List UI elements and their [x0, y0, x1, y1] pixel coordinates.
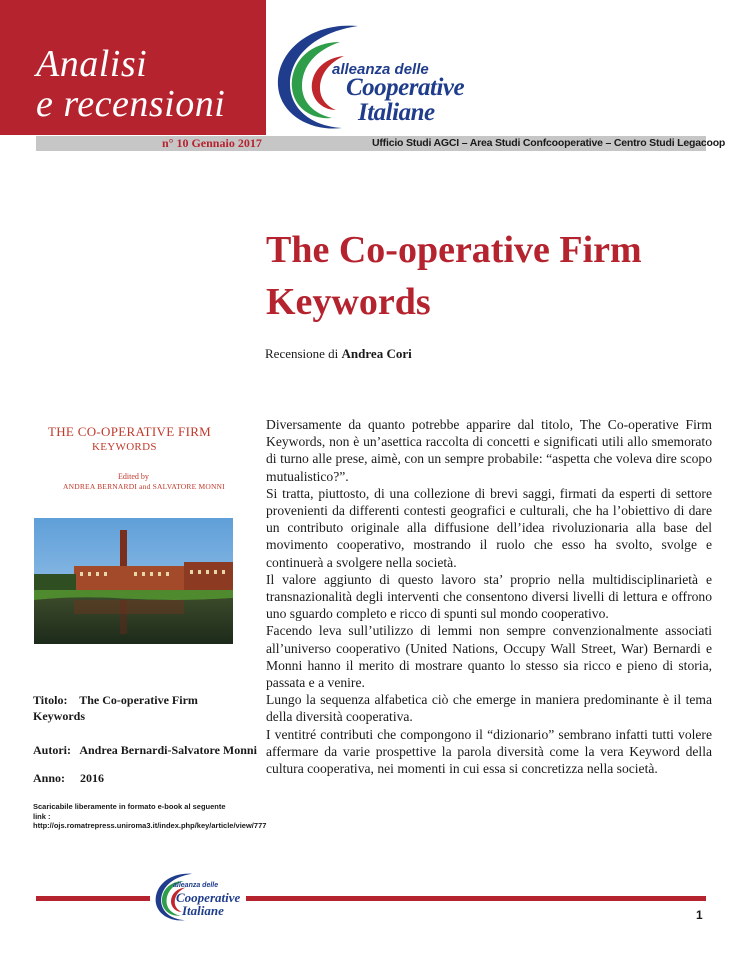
footer-logo-italiane: Italiane — [182, 903, 224, 918]
research-units: Ufficio Studi AGCI – Area Studi Confcooperative – Centro Studi Legacoop — [372, 137, 726, 149]
book-authors-label: Autori: — [33, 743, 71, 757]
footer-logo-alleanza: alleanza delle — [173, 882, 219, 889]
book-authors-meta — [33, 742, 257, 758]
book-authors-value: Andrea Bernardi-Salvatore Monni — [79, 743, 257, 757]
article-title-line2: Keywords — [266, 281, 431, 323]
body-paragraph: Facendo leva sull’utilizzo di lemmi non sempre convenzionalmente associati all’universo cooperativo (United Nations, Occupy Wall Street, War) Bernardi e Monni hanno il merito di mostrare quanto lo stesso sia ricco e pieno di storia, passata e a venire. — [266, 623, 712, 691]
page-number: 1 — [696, 908, 703, 922]
footer-rule-left — [36, 896, 150, 901]
cover-editors: ANDREA BERNARDI and SALVATORE MONNI — [63, 482, 225, 491]
body-paragraph: Lungo la sequenza alfabetica ciò che emerge in maniera predominante è il tema della diversità cooperativa. — [266, 692, 712, 725]
book-year-value: 2016 — [80, 771, 105, 785]
logo-text-cooperative: Cooperative — [346, 74, 465, 101]
article-title-line1: The Co-operative Firm — [266, 229, 642, 271]
book-title-label: Titolo: — [33, 693, 68, 707]
factory-chimney-canal-photo — [34, 518, 233, 644]
byline-author: Andrea Cori — [341, 346, 412, 361]
body-paragraph: I ventitré contributi che compongono il “dizionario” sembrano infatti tutti volere affermare da varie prospettive la parola diversità come la vera Keyword della cultura cooperativa, nei momenti in cui essa si concretizza nella società. — [266, 726, 712, 777]
series-title-line1: Analisi — [36, 43, 148, 85]
cover-edited-by: Edited by — [118, 472, 149, 481]
logo-text-alleanza: alleanza delle — [332, 61, 429, 78]
byline — [265, 346, 412, 362]
cover-subtitle: KEYWORDS — [92, 441, 157, 453]
body-paragraph: Si tratta, piuttosto, di una collezione di brevi saggi, firmati da esperti di settore provenienti da differenti contesti geografici e culturali, che ha l’obiettivo di dare un contributo originale alla diffusione dell’idea rivoluzionaria alla base del movimento cooperativo, mostrando il ruolo che esso ha svolto, svolge e continuerà a svolgere nella società. — [266, 485, 712, 570]
review-body — [266, 416, 712, 777]
cover-title: THE CO-OPERATIVE FIRM — [48, 424, 212, 439]
series-title — [36, 44, 225, 124]
logo-text-italiane: Italiane — [358, 99, 435, 126]
body-paragraph: Diversamente da quanto potrebbe apparire dal titolo, The Co-operative Firm Keywords, non è un’asettica raccolta di concetti e significati utili allo smemorato di turno alle prese, aimè, con un sempre probabile: “aspetta che voleva dire scopo mutualistico?”. — [266, 417, 712, 484]
body-paragraph: Il valore aggiunto di questo lavoro sta’ proprio nella multidisciplinarietà e transnazionalità degli interventi che consentono diversi livelli di lettura e offrono uno sguardo completo e ricco di spunti sul mondo cooperativo. — [266, 571, 712, 622]
footer-logo-cooperative: Cooperative — [176, 890, 241, 905]
book-title-meta — [33, 692, 233, 724]
book-year-label: Anno: — [33, 771, 66, 785]
book-title-value: The Co-operative Firm Keywords — [33, 693, 198, 723]
byline-prefix: Recensione di — [265, 346, 339, 361]
footer-rule-right — [246, 896, 706, 901]
book-year-meta — [33, 770, 104, 786]
download-link-text[interactable]: Scaricabile liberamente in formato e-book al seguente link : http://ojs.romatrepress.uniroma3.it/index.php/key/article/view/777 — [33, 802, 267, 830]
article-title — [266, 224, 716, 328]
series-title-line2: e recensioni — [36, 83, 226, 125]
issue-label: n° 10 Gennaio 2017 — [162, 136, 262, 150]
